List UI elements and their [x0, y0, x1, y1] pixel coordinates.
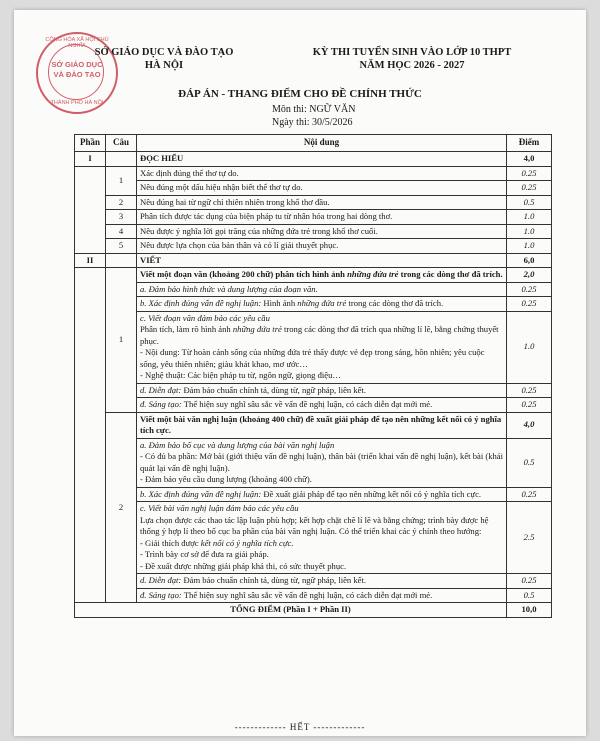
criterion-text	[137, 383, 507, 398]
table-row	[75, 502, 552, 574]
section-number: I	[75, 152, 106, 167]
section-row	[75, 152, 552, 167]
criterion-score: 0.25	[507, 383, 552, 398]
question-number: 4	[106, 224, 137, 239]
criterion-line: - Trình bày cơ sở để đưa ra giải pháp.	[140, 549, 269, 559]
document-title: ĐÁP ÁN - THANG ĐIỂM CHO ĐỀ CHÍNH THỨC	[178, 88, 422, 100]
prompt-part: trong các dòng thơ đã trích.	[398, 269, 503, 279]
criterion-score: 0.25	[507, 574, 552, 589]
criterion-text	[137, 588, 507, 603]
criterion-part: Đảm bảo chuẩn chính tả, dùng từ, ngữ pháp, liên kết.	[181, 384, 367, 395]
question-prompt: Viết một bài văn nghị luận (khoảng 400 chữ) đề xuất giải pháp để tạo nên những kết nối có ý nghĩa tích cực.	[137, 412, 507, 438]
criterion-part: Hình ảnh	[261, 298, 298, 308]
criterion-score: 0.25	[507, 181, 552, 196]
empty-cell	[106, 152, 137, 167]
criterion-part: Thể hiện suy nghĩ sâu sắc về vấn đề nghị luận, có cách diễn đạt mới mẻ.	[181, 399, 433, 409]
criterion-score: 1.0	[507, 224, 552, 239]
criterion-line: - Nội dung: Từ hoàn cảnh sống của những đứa trẻ thấy được vẻ đẹp trong sáng, hồn nhiên; yêu cuộc sống, yêu thiên nhiên; giàu khát khao, mơ ước…	[140, 347, 485, 369]
table-row	[75, 398, 552, 413]
exam-line2: NĂM HỌC 2026 - 2027	[359, 60, 465, 71]
criterion-score: 1.0	[507, 210, 552, 225]
criterion-label: c. Viết bài văn nghị luận đảm bảo các yêu cầu	[140, 503, 299, 513]
criterion-part: trong các dòng thơ đã trích qua những lí lẽ, bằng chứng thuyết phục.	[140, 324, 499, 346]
seal-line1: SỞ GIÁO DỤC	[51, 60, 103, 69]
end-marker: ------------- HẾT -------------	[234, 722, 366, 732]
question-number: 3	[106, 210, 137, 225]
criterion-score: 0.5	[507, 195, 552, 210]
table-row	[75, 574, 552, 589]
criterion-score: 0.25	[507, 297, 552, 312]
criterion-part: - Giải thích được	[140, 537, 201, 548]
question-number: 1	[106, 166, 137, 195]
table-row	[75, 224, 552, 239]
criterion-text: Nêu được ý nghĩa lời gọi trăng của những đứa trẻ trong khổ thơ cuối.	[137, 224, 507, 239]
empty-cell	[75, 166, 106, 253]
question-number: 1	[106, 268, 137, 413]
criterion-score: 1.0	[507, 311, 552, 383]
question-head-row	[75, 412, 552, 438]
criterion-label: a. Đảm bảo bố cục và dung lượng của bài văn nghị luận	[140, 439, 335, 450]
col-header-cau: Câu	[106, 135, 137, 152]
criterion-part: trong các dòng thơ đã trích.	[346, 298, 444, 308]
prompt-part: Viết một đoạn văn (khoảng 200 chữ) phân tích hình ảnh	[140, 269, 348, 279]
empty-cell	[106, 253, 137, 268]
criterion-text	[137, 438, 507, 487]
section-number: II	[75, 253, 106, 268]
criterion-line	[140, 538, 503, 550]
section-title: VIẾT	[137, 253, 507, 268]
criterion-label: b. Xác định đúng vấn đề nghị luận:	[140, 298, 262, 308]
section-title: ĐỌC HIỂU	[137, 152, 507, 167]
criterion-text: a. Đảm bảo hình thức và dung lượng của đoạn văn.	[137, 282, 507, 297]
issuer-line2: HÀ NỘI	[144, 60, 184, 71]
prompt-emphasis: những đứa trẻ	[347, 269, 399, 279]
section-score: 4,0	[507, 152, 552, 167]
question-number: 5	[106, 239, 137, 254]
table-row	[75, 311, 552, 383]
answer-key-table	[74, 134, 552, 618]
criterion-score: 0.5	[507, 588, 552, 603]
criterion-score: 1.0	[507, 239, 552, 254]
table-row	[75, 588, 552, 603]
criterion-text: Nêu đúng một dấu hiệu nhận biết thể thơ tự do.	[137, 181, 507, 196]
criterion-score: 0.5	[507, 438, 552, 487]
criterion-label: đ. Sáng tạo:	[140, 399, 182, 409]
criterion-text: Nêu được lựa chọn của bản thân và có lí giải thuyết phục.	[137, 239, 507, 254]
criterion-line: - Đề xuất được những giải pháp khả thi, có sức thuyết phục.	[140, 560, 347, 571]
criterion-text	[137, 487, 507, 502]
date-line: Ngày thi: 30/5/2026	[272, 117, 353, 128]
table-row	[75, 166, 552, 181]
criterion-label: đ. Sáng tạo:	[140, 589, 182, 600]
question-head-row	[75, 268, 552, 283]
table-row	[75, 282, 552, 297]
question-score: 4,0	[507, 412, 552, 438]
criterion-score: 0.25	[507, 166, 552, 181]
col-header-phan: Phần	[75, 135, 106, 152]
question-number: 2	[106, 195, 137, 210]
col-header-noidung: Nội dung	[137, 135, 507, 152]
criterion-emphasis: những đứa trẻ	[232, 324, 282, 334]
table-row	[75, 383, 552, 398]
question-score: 2,0	[507, 268, 552, 283]
subject-line: Môn thi: NGỮ VĂN	[272, 104, 356, 115]
criterion-text	[137, 297, 507, 312]
section-row	[75, 253, 552, 268]
section-score: 6,0	[507, 253, 552, 268]
criterion-text: Phân tích được tác dụng của biện pháp tu từ nhân hóa trong hai dòng thơ.	[137, 210, 507, 225]
criterion-line: - Nghệ thuật: Các biện pháp tu từ, ngôn ngữ, giọng điệu…	[140, 370, 341, 380]
criterion-text: Nêu đúng hai từ ngữ chỉ thiên nhiên trong khổ thơ đầu.	[137, 195, 507, 210]
empty-cell	[75, 268, 106, 603]
total-row	[75, 603, 552, 618]
issuer-header	[74, 46, 254, 72]
criterion-text: Xác định đúng thể thơ tự do.	[137, 166, 507, 181]
seal-top-text: CỘNG HÒA XÃ HỘI CHỦ NGHĨA	[45, 37, 109, 49]
criterion-score: 0.25	[507, 282, 552, 297]
criterion-text	[137, 398, 507, 413]
criterion-score: 0.25	[507, 398, 552, 413]
seal-line2: VÀ ĐÀO TẠO	[53, 70, 101, 79]
criterion-line: - Đảm bảo yêu cầu dung lượng (khoảng 400 chữ).	[140, 474, 312, 484]
criterion-part: Đảm bảo chuẩn chính tả, dùng từ, ngữ pháp, liên kết.	[181, 575, 367, 585]
table-row	[75, 181, 552, 196]
criterion-text	[137, 311, 507, 383]
criterion-emphasis: những đứa trẻ	[297, 298, 347, 308]
col-header-diem: Điểm	[507, 135, 552, 152]
criterion-label: d. Diễn đạt:	[140, 384, 182, 395]
criterion-label: d. Diễn đạt:	[140, 575, 182, 585]
criterion-line: Lựa chọn được các thao tác lập luận phù hợp; kết hợp chặt chẽ lí lẽ và bằng chứng; trình bày được hệ thống ý hợp lí theo bố cục ba phần của bài văn nghị luận. Có thể triển khai các ý chính theo hướng:	[140, 514, 489, 536]
criterion-text	[137, 502, 507, 574]
criterion-label: c. Viết đoạn văn đảm bảo các yêu cầu	[140, 312, 270, 323]
official-seal	[36, 32, 118, 114]
total-label: TỔNG ĐIỂM (Phần I + Phần II)	[75, 603, 507, 618]
question-number: 2	[106, 412, 137, 603]
exam-line1: KỲ THI TUYỂN SINH VÀO LỚP 10 THPT	[312, 47, 512, 58]
table-header-row	[75, 135, 552, 152]
criterion-score: 2.5	[507, 502, 552, 574]
criterion-part: Thể hiện suy nghĩ sâu sắc về vấn đề nghị luận, có cách diễn đạt mới mẻ.	[181, 589, 433, 600]
table-row	[75, 195, 552, 210]
criterion-part: Đề xuất giải pháp để tạo nên những kết nối có ý nghĩa tích cực.	[261, 488, 482, 499]
criterion-emphasis: kết nối có ý nghĩa tích cực.	[200, 537, 294, 548]
criterion-score: 0.25	[507, 487, 552, 502]
criterion-text	[137, 574, 507, 589]
table-row	[75, 297, 552, 312]
total-score: 10,0	[507, 603, 552, 618]
table-row	[75, 210, 552, 225]
table-row	[75, 239, 552, 254]
criterion-part: Phân tích, làm rõ hình ảnh	[140, 324, 233, 334]
table-row	[75, 438, 552, 487]
issuer-line1: SỞ GIÁO DỤC VÀ ĐÀO TẠO	[94, 47, 234, 58]
criterion-line	[140, 324, 503, 347]
seal-bottom-text: THÀNH PHỐ HÀ NỘI	[50, 100, 104, 106]
criterion-label: b. Xác định đúng vấn đề nghị luận:	[140, 488, 262, 499]
criterion-line: - Có đủ ba phần: Mở bài (giới thiệu vấn đề nghị luận), thân bài (triển khai vấn đề nghị luận), kết bài (khái quát lại vấn đề nghị luận).	[140, 451, 504, 473]
exam-header	[282, 46, 542, 72]
question-prompt	[137, 268, 507, 283]
table-row	[75, 487, 552, 502]
document-page	[14, 10, 586, 736]
